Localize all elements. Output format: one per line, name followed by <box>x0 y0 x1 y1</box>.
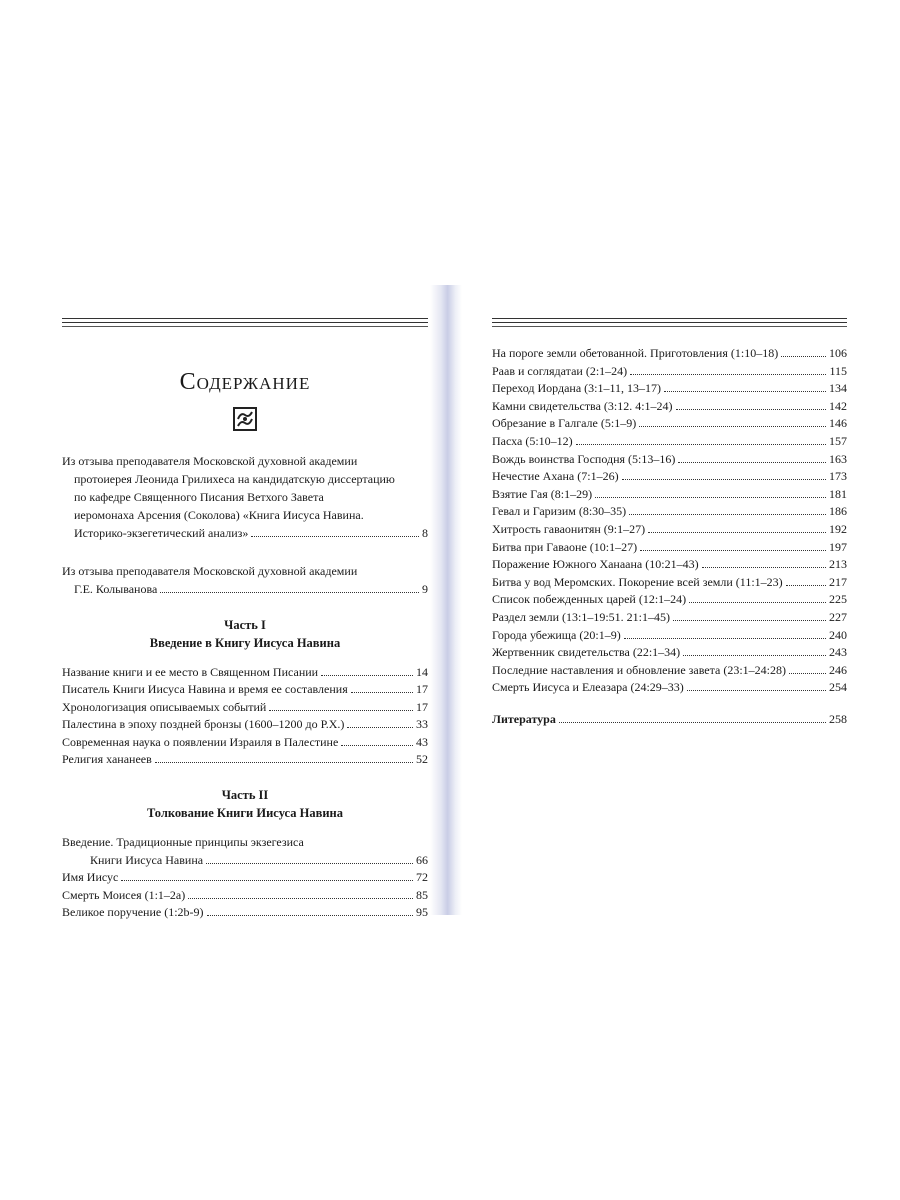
dot-leader <box>664 391 826 392</box>
toc-item[interactable] <box>492 627 847 645</box>
dot-leader <box>624 638 826 639</box>
part-2-subtitle: Толкование Книги Иисуса Навина <box>146 806 344 821</box>
part-2-number: Часть II <box>221 788 269 803</box>
toc-item-title: Имя Иисус <box>62 870 119 885</box>
dot-leader <box>207 915 413 916</box>
toc-item-title: Писатель Книги Иисуса Навина и время ее составления <box>62 682 348 697</box>
page-number: 192 <box>829 521 847 536</box>
toc-item-title: Название книги и ее место в Священном Писании <box>62 665 319 679</box>
page-number: 52 <box>416 752 428 767</box>
page-number: 9 <box>422 582 428 596</box>
toc-item[interactable] <box>492 644 847 662</box>
toc-item[interactable] <box>62 664 428 681</box>
intro-entry-line: Историко-экзегетический анализ» <box>74 526 249 540</box>
part-2-list <box>62 834 428 921</box>
dot-leader <box>702 567 826 568</box>
toc-item-title: Раав и соглядатаи (2:1–24) <box>492 363 628 378</box>
toc-item[interactable] <box>62 904 428 921</box>
page-number: 173 <box>829 469 847 484</box>
page-number: 8 <box>422 526 428 540</box>
toc-item-title: Вождь воинства Господня (5:13–16) <box>492 451 676 466</box>
toc-item[interactable] <box>62 869 428 886</box>
intro-entry-last-line <box>62 580 428 598</box>
toc-item-title: Современная наука о появлении Израиля в Палестине <box>62 734 339 749</box>
page-number: 163 <box>829 451 847 466</box>
intro-entry-2 <box>62 562 428 598</box>
part-2-heading <box>62 786 428 822</box>
page-number: 213 <box>829 557 847 572</box>
page-number: 227 <box>829 609 847 624</box>
intro-entry-line: по кафедре Священного Писания Ветхого Завета <box>74 490 324 504</box>
toc-item-title: Обрезание в Галгале (5:1–9) <box>492 416 637 431</box>
toc-item[interactable] <box>492 451 847 469</box>
page-number: 181 <box>829 486 847 501</box>
top-rule <box>492 318 847 329</box>
dot-leader <box>630 374 826 375</box>
book-gutter <box>430 285 462 915</box>
toc-item[interactable] <box>62 681 428 698</box>
dot-leader <box>351 692 413 693</box>
dot-leader <box>678 462 826 463</box>
dot-leader <box>640 550 826 551</box>
toc-item[interactable] <box>492 398 847 416</box>
toc-item-title: Жертвенник свидетельства (22:1–34) <box>492 645 681 660</box>
dot-leader <box>269 710 413 711</box>
part-1-subtitle: Введение в Книгу Иисуса Навина <box>149 636 341 650</box>
toc-item-literature[interactable] <box>492 711 847 729</box>
toc-item-title: Смерть Иисуса и Елеазара (24:29–33) <box>492 680 684 695</box>
page-number: 33 <box>416 717 428 732</box>
right-page <box>492 318 847 728</box>
intro-entry-line: иеромонаха Арсения (Соколова) «Книга Иисуса Навина. <box>74 508 364 522</box>
toc-item[interactable] <box>492 468 847 486</box>
dot-leader <box>155 762 413 763</box>
dot-leader <box>576 444 826 445</box>
toc-item[interactable] <box>62 887 428 904</box>
dot-leader <box>683 655 826 656</box>
right-toc-list <box>492 345 847 697</box>
dot-leader <box>188 898 413 899</box>
page-number: 72 <box>416 870 428 885</box>
toc-item-title: Религия хананеев <box>62 752 152 767</box>
toc-item[interactable] <box>492 609 847 627</box>
toc-item[interactable] <box>492 556 847 574</box>
toc-item[interactable] <box>492 345 847 363</box>
toc-item-title: Список побежденных царей (12:1–24) <box>492 592 687 607</box>
page-number: 157 <box>829 433 847 448</box>
page-number: 134 <box>829 381 847 396</box>
dot-leader <box>160 592 419 593</box>
toc-item-title: Книги Иисуса Навина <box>90 852 204 867</box>
page-number: 43 <box>416 734 428 749</box>
left-page <box>62 318 428 921</box>
page-number: 14 <box>416 665 428 679</box>
toc-item[interactable] <box>492 486 847 504</box>
dot-leader <box>673 620 826 621</box>
toc-item[interactable] <box>62 716 428 733</box>
page-number: 17 <box>416 682 428 697</box>
dot-leader <box>786 585 826 586</box>
page-number: 197 <box>829 539 847 554</box>
toc-item[interactable] <box>492 679 847 697</box>
toc-item-title: Битва при Гаваоне (10:1–27) <box>492 539 638 554</box>
part-1-list <box>62 664 428 768</box>
intro-entry-line: Из отзыва преподавателя Московской духовной академии <box>62 564 358 578</box>
toc-item[interactable] <box>62 751 428 768</box>
part-1-number: Часть I <box>224 618 266 632</box>
page-number: 243 <box>829 645 847 660</box>
toc-item-title: Переход Иордана (3:1–11, 13–17) <box>492 381 662 396</box>
intro-entry-1 <box>62 452 428 542</box>
intro-entry-line: Г.Е. Колыванова <box>74 582 158 596</box>
page-number: 246 <box>829 662 847 677</box>
page-number: 95 <box>416 905 428 920</box>
toc-item-title[interactable]: Введение. Традиционные принципы экзегезиса <box>62 835 304 850</box>
toc-item-title: На пороге земли обетованной. Приготовления (1:10–18) <box>492 346 779 360</box>
toc-item-title: Взятие Гая (8:1–29) <box>492 486 593 501</box>
toc-item-title: Битва у вод Меромских. Покорение всей земли (11:1–23) <box>492 574 783 589</box>
dot-leader <box>595 497 826 498</box>
page-number: 106 <box>829 346 847 360</box>
toc-item-title: Нечестие Ахана (7:1–26) <box>492 469 619 484</box>
part-1-heading <box>62 616 428 652</box>
toc-item-title: Великое поручение (1:2b-9) <box>62 905 204 920</box>
page-number: 85 <box>416 887 428 902</box>
toc-item[interactable] <box>492 521 847 539</box>
ornament-icon <box>62 406 428 432</box>
toc-item-title: Хронологизация описываемых событий <box>62 699 267 714</box>
page-number: 115 <box>829 363 847 378</box>
page-number: 217 <box>829 574 847 589</box>
dot-leader <box>341 745 413 746</box>
dot-leader <box>121 880 413 881</box>
dot-leader <box>789 673 826 674</box>
intro-section <box>62 452 428 598</box>
dot-leader <box>559 722 826 723</box>
dot-leader <box>347 727 413 728</box>
toc-item-title: Гевал и Гаризим (8:30–35) <box>492 504 627 519</box>
dot-leader <box>687 690 826 691</box>
dot-leader <box>321 675 413 676</box>
toc-item-title: Пасха (5:10–12) <box>492 433 573 448</box>
toc-item-title: Хитрость гаваонитян (9:1–27) <box>492 521 646 536</box>
toc-item-title: Раздел земли (13:1–19:51. 21:1–45) <box>492 609 671 624</box>
page-number: 254 <box>829 680 847 695</box>
toc-item-title: Города убежища (20:1–9) <box>492 627 621 642</box>
intro-entry-line: Из отзыва преподавателя Московской духовной академии <box>62 454 358 468</box>
dot-leader <box>781 356 826 357</box>
toc-item-title: Палестина в эпоху поздней бронзы (1600–1200 до Р.Х.) <box>62 717 345 732</box>
toc-item[interactable] <box>492 380 847 398</box>
toc-item[interactable] <box>492 591 847 609</box>
toc-item[interactable] <box>492 539 847 557</box>
toc-item[interactable] <box>492 363 847 381</box>
page-number: 225 <box>829 592 847 607</box>
dot-leader <box>648 532 826 533</box>
page-number: 17 <box>416 699 428 714</box>
dot-leader <box>639 426 826 427</box>
dot-leader <box>622 479 826 480</box>
page-number: 240 <box>829 627 847 642</box>
toc-item-title: Камни свидетельства (3:12. 4:1–24) <box>492 398 673 413</box>
top-rule <box>62 318 428 329</box>
page-number: 142 <box>829 398 847 413</box>
dot-leader <box>206 863 413 864</box>
intro-entry-line: протоиерея Леонида Грилихеса на кандидатскую диссертацию <box>74 472 395 486</box>
toc-item[interactable] <box>492 503 847 521</box>
toc-item[interactable] <box>62 734 428 751</box>
page-number: 146 <box>829 416 847 431</box>
toc-item-title: Последние наставления и обновление завета (23:1–24:28) <box>492 662 787 677</box>
toc-item[interactable] <box>492 415 847 433</box>
dot-leader <box>676 409 826 410</box>
dot-leader <box>251 536 419 537</box>
page-title: Содержание <box>179 369 311 395</box>
intro-entry-last-line <box>62 524 428 542</box>
page-number: 186 <box>829 504 847 519</box>
toc-item-title: Смерть Моисея (1:1–2а) <box>62 887 186 902</box>
toc-item-title: Литература <box>492 711 556 726</box>
toc-item[interactable] <box>492 662 847 680</box>
toc-item[interactable] <box>492 574 847 592</box>
toc-item-title: Поражение Южного Ханаана (10:21–43) <box>492 557 699 572</box>
toc-item[interactable] <box>62 852 428 869</box>
dot-leader <box>689 602 826 603</box>
dot-leader <box>629 514 826 515</box>
toc-item[interactable] <box>492 433 847 451</box>
page-number: 66 <box>416 852 428 867</box>
page-number: 258 <box>829 711 847 726</box>
toc-item[interactable] <box>62 699 428 716</box>
